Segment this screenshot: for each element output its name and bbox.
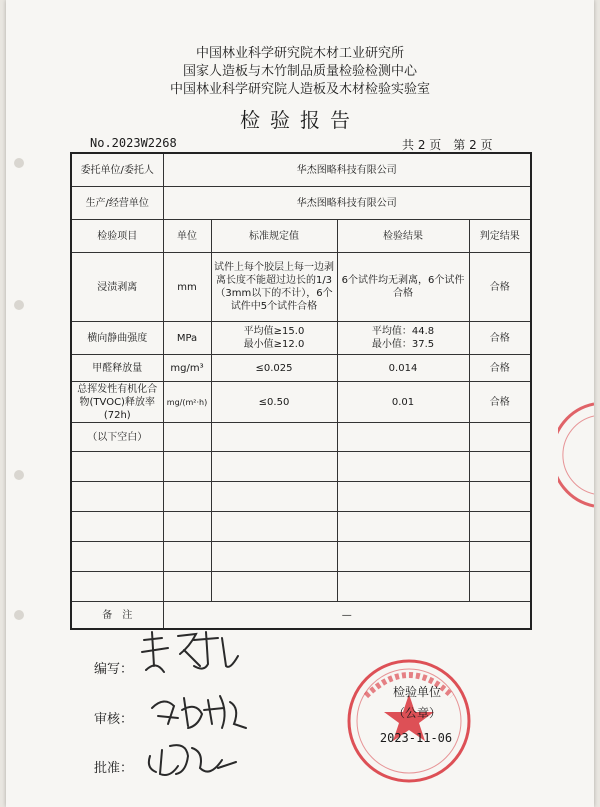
header-item: 检验项目	[71, 220, 163, 253]
compiled-by-label: 编写：	[94, 662, 134, 677]
item-name: 甲醛释放量	[71, 355, 163, 382]
binding-hole	[14, 300, 24, 310]
cross-page-seal	[558, 400, 594, 510]
empty-row	[71, 452, 531, 482]
header-result: 检验结果	[337, 220, 469, 253]
approver-signature	[140, 738, 250, 784]
remarks-value: —	[163, 602, 531, 630]
item-standard: 试件上每个胶层上每一边剥离长度不能超过边长的1/3（3mm以下的不计），6个试件中5个试件合格	[211, 253, 337, 322]
institute-name-3: 中国林业科学研究院人造板及木材检验实验室	[169, 82, 430, 97]
empty-row	[71, 512, 531, 542]
item-name: 横向静曲强度	[71, 322, 163, 355]
remarks-row	[71, 602, 531, 630]
report-title: 检验报告	[240, 108, 360, 132]
empty-row	[71, 572, 531, 602]
compiler-signature	[134, 626, 244, 682]
client-row	[71, 153, 531, 187]
item-result: 6个试件均无剥离，6个试件合格	[337, 253, 469, 322]
item-name: 浸渍剥离	[71, 253, 163, 322]
item-unit: mg/m³	[163, 355, 211, 382]
table-row	[71, 382, 531, 423]
header-standard: 标准规定值	[211, 220, 337, 253]
item-standard	[211, 322, 337, 355]
result-min: 最小值：37.5	[371, 339, 435, 350]
item-result	[337, 322, 469, 355]
producer-row	[71, 187, 531, 220]
header-verdict: 判定结果	[469, 220, 531, 253]
client-label: 委托单位/委托人	[71, 153, 163, 187]
item-verdict: 合格	[469, 355, 531, 382]
seal-label: （公章）	[392, 706, 441, 720]
result-mean: 平均值：44.8	[371, 326, 435, 337]
institute-name-1: 中国林业科学研究院木材工业研究所	[195, 46, 404, 61]
table-row	[71, 355, 531, 382]
item-name: 总挥发性有机化合物(TVOC)释放率(72h)	[71, 382, 163, 423]
standard-mean: 平均值≥15.0	[243, 326, 305, 337]
item-unit: MPa	[163, 322, 211, 355]
reviewed-by-label: 审核：	[94, 712, 134, 727]
report-number: No.2023W2268	[90, 136, 177, 150]
producer-value: 华杰图略科技有限公司	[163, 187, 531, 220]
table-row	[71, 322, 531, 355]
item-result: 0.01	[337, 382, 469, 423]
remarks-label: 备 注	[71, 602, 163, 630]
blank-note: （以下空白）	[71, 423, 163, 452]
reviewer-signature	[144, 688, 254, 738]
item-result: 0.014	[337, 355, 469, 382]
binding-hole	[14, 158, 24, 168]
page-count: 共 2 页 第 2 页	[402, 138, 493, 152]
producer-label: 生产/经营单位	[71, 187, 163, 220]
report-page	[6, 0, 594, 807]
table-header-row	[71, 220, 531, 253]
table-row	[71, 423, 531, 452]
item-unit: mm	[163, 253, 211, 322]
inspection-table	[70, 152, 532, 630]
approved-by-label: 批准：	[94, 761, 134, 776]
empty-row	[71, 482, 531, 512]
item-verdict: 合格	[469, 322, 531, 355]
empty-row	[71, 542, 531, 572]
inspection-unit-label: 检验单位	[392, 685, 441, 699]
item-unit: mg/(m²·h)	[163, 382, 211, 423]
institute-name-2: 国家人造板与木竹制品质量检验检测中心	[182, 64, 417, 79]
standard-min: 最小值≥12.0	[243, 339, 305, 350]
report-date: 2023-11-06	[379, 731, 453, 745]
binding-hole	[14, 470, 24, 480]
table-row	[71, 253, 531, 322]
item-standard: ≤0.50	[211, 382, 337, 423]
binding-hole	[14, 610, 24, 620]
item-verdict: 合格	[469, 253, 531, 322]
official-seal	[344, 656, 474, 786]
header-unit: 单位	[163, 220, 211, 253]
client-value: 华杰图略科技有限公司	[163, 153, 531, 187]
item-verdict: 合格	[469, 382, 531, 423]
item-standard: ≤0.025	[211, 355, 337, 382]
